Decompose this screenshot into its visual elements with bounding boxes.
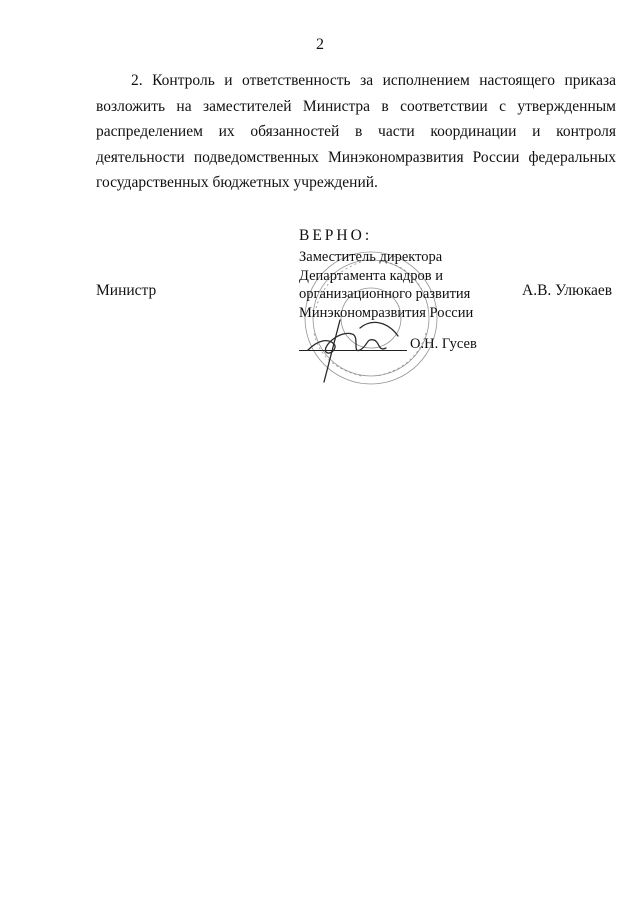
minister-title: Министр: [96, 282, 157, 299]
certification-line: организационного развития: [299, 286, 471, 302]
verno-label: ВЕРНО:: [299, 227, 373, 244]
minister-name: А.В. Улюкаев: [522, 282, 613, 299]
page-number: 2: [316, 36, 324, 53]
certification-line: Департамента кадров и: [299, 267, 444, 284]
body-paragraph: 2. Контроль и ответственность за исполнением настоящего приказа возложить на заместителей Министра в соответствии с утвержденным распределением их обязанностей в части координации и контроля деятельности подведомственных Минэкономразвития России федеральных государственных бюджетных учреждений.: [96, 72, 616, 191]
certification-line: Минэкономразвития России: [299, 304, 474, 321]
signature-line: [299, 350, 407, 351]
certification-block: [299, 248, 519, 322]
certification-line: Заместитель директора: [299, 249, 443, 265]
certification-signer: О.Н. Гусев: [410, 336, 477, 352]
